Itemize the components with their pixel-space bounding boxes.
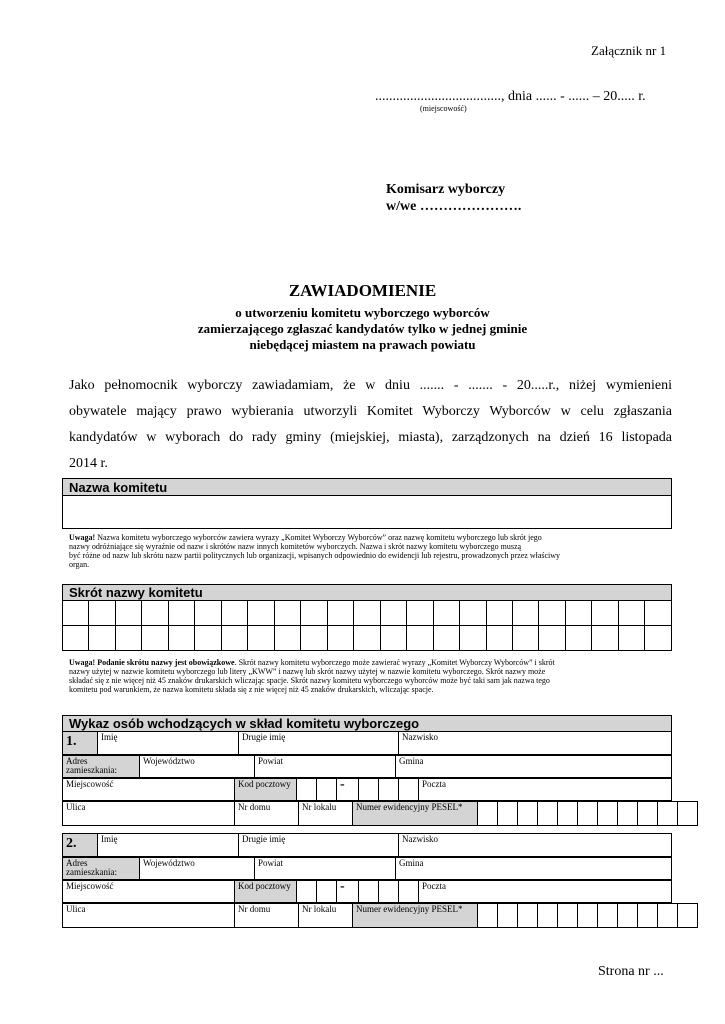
intro-line1: Jako pełnomocnik wyborczy zawiadamiam, że w dniu ....... - ....... - 20.....r., niżej wymienieni (69, 378, 672, 393)
abbr-cell[interactable] (63, 601, 89, 626)
committee-abbr-header-label: Skrót nazwy komitetu (69, 585, 203, 600)
pesel-digit[interactable] (638, 802, 658, 826)
subtitle-line1: o utworzeniu komitetu wyborczego wyborców (235, 305, 490, 320)
pesel-digit[interactable] (578, 802, 598, 826)
commune-label: Gmina (399, 858, 424, 868)
postal-digit[interactable] (359, 881, 379, 903)
street-field[interactable] (63, 802, 235, 826)
pesel-digit[interactable] (478, 904, 498, 928)
second-name-label: Drugie imię (242, 732, 286, 742)
abbr-cell[interactable] (195, 601, 221, 626)
voivodeship-label: Województwo (143, 858, 195, 868)
note-bold: Uwaga! (69, 533, 96, 542)
abbr-cell[interactable] (486, 626, 512, 651)
abbr-cell[interactable] (168, 626, 194, 651)
note-bold: Uwaga! Podanie skrótu nazwy jest obowiązkowe (69, 658, 235, 667)
subtitle-line3: niebędącej miastem na prawach powiatu (249, 337, 476, 352)
abbr-cell[interactable] (592, 626, 618, 651)
member-2-street-row (62, 903, 698, 928)
note-line1: . Skrót nazwy komitetu wyborczego może zawierać wyrazy „Komitet Wyborczy Wyborców” i skrót (234, 658, 555, 667)
document-title: ZAWIADOMIENIE (288, 281, 437, 300)
abbr-cell[interactable] (142, 626, 168, 651)
abbr-cell[interactable] (327, 626, 353, 651)
first-name-label: Imię (101, 732, 118, 742)
abbr-cell[interactable] (380, 626, 406, 651)
committee-name-header-label: Nazwa komitetu (69, 480, 168, 495)
abbr-cell[interactable] (274, 626, 300, 651)
flat-no-label: Nr lokalu (302, 904, 337, 914)
attachment-label: Załącznik nr 1 (591, 43, 667, 58)
county-field[interactable] (255, 756, 396, 778)
street-label: Ulica (66, 802, 86, 812)
abbr-cell[interactable] (63, 626, 89, 651)
pesel-digit[interactable] (658, 802, 678, 826)
abbr-cell[interactable] (248, 601, 274, 626)
note-line2: nazwy użytej w nazwie komitetu wyborczego lub litery „KWW” i nazwę lub skrót nazwy użytej w nazwie komitetu wyborczego. Skrót nazwy może (69, 667, 546, 676)
abbr-cell[interactable] (248, 626, 274, 651)
postal-dash: - (337, 881, 359, 903)
first-name-label: Imię (101, 834, 118, 844)
abbr-cell[interactable] (407, 601, 433, 626)
postal-digit[interactable] (379, 881, 399, 903)
postal-code-label-cell: Kod pocztowy (235, 779, 297, 801)
surname-label: Nazwisko (402, 834, 438, 844)
abbr-cell[interactable] (433, 601, 459, 626)
locality-field[interactable] (63, 779, 235, 801)
postal-digit[interactable] (317, 779, 337, 801)
intro-paragraph (69, 373, 672, 477)
subtitle-line2: zamierzającego zgłaszać kandydatów tylko w jednej gminie (197, 321, 528, 336)
abbr-cell[interactable] (354, 601, 380, 626)
abbr-cell[interactable] (618, 601, 644, 626)
intro-line3: kandydatów w wyborach do rady gminy (miejskiej, miasta), zarządzonych na dzień 16 listopada (69, 430, 672, 445)
intro-line2: obywatele mający prawo wybierania utworzyli Komitet Wyborczy Wyborców w celu zgłaszania (69, 404, 672, 419)
abbr-cell[interactable] (592, 601, 618, 626)
address-label-cell: Adres zamieszkania: (63, 756, 140, 778)
abbr-cell[interactable] (645, 601, 672, 626)
house-no-label: Nr domu (238, 904, 271, 914)
surname-field[interactable] (399, 732, 672, 755)
postal-digit[interactable] (297, 881, 317, 903)
postal-digit[interactable] (297, 779, 317, 801)
pesel-digit[interactable] (518, 904, 538, 928)
member-2-name-row (62, 833, 672, 857)
voivodeship-label: Województwo (143, 756, 195, 766)
committee-abbr-header (62, 584, 672, 601)
surname-label: Nazwisko (402, 732, 438, 742)
pesel-digit[interactable] (518, 802, 538, 826)
note-line3: być różne od nazw lub skrótu nazw partii politycznych lub organizacji, wpisanych odpowiednio do ewidencji lub rejestru, prowadzonych przez właściwy (69, 551, 561, 560)
voivodeship-field[interactable] (140, 756, 255, 778)
member-number: 1. (63, 732, 98, 755)
note-line3: składać się z nie więcej niż 45 znaków drukarskich wliczając spacje. Skrót nazwy komitetu wyborczego wyborców może być taki sam jak nazwa tego (69, 676, 550, 685)
abbr-cell[interactable] (380, 601, 406, 626)
pesel-digit[interactable] (578, 904, 598, 928)
abbr-cell[interactable] (354, 626, 380, 651)
pesel-digit[interactable] (658, 904, 678, 928)
note-line2: nazwy odróżniające się wyraźnie od nazw i skrótów nazw innych komitetów wyborczych. Nazwa i skrót nazwy komitetu wyborczego muszą (69, 542, 522, 551)
abbr-cell[interactable] (486, 601, 512, 626)
place-caption: (miejscowość) (420, 104, 467, 113)
commune-field[interactable] (396, 756, 672, 778)
pesel-digit[interactable] (498, 904, 518, 928)
member-2-locality-row (62, 880, 672, 903)
abbr-cell[interactable] (512, 626, 538, 651)
abbr-cell[interactable] (512, 601, 538, 626)
locality-field[interactable] (63, 881, 235, 903)
abbr-cell[interactable] (433, 626, 459, 651)
addressee-line2: w/we …………………. (386, 199, 522, 214)
abbr-cell[interactable] (618, 626, 644, 651)
member-1-locality-row (62, 778, 672, 801)
committee-name-field[interactable] (62, 495, 672, 529)
abbr-cell[interactable] (142, 601, 168, 626)
house-no-field[interactable] (235, 904, 299, 928)
members-header (62, 715, 672, 732)
abbr-cell[interactable] (115, 626, 141, 651)
pesel-digit[interactable] (558, 802, 578, 826)
member-2-address-row (62, 857, 672, 880)
abbr-cell[interactable] (274, 601, 300, 626)
pesel-digit[interactable] (478, 802, 498, 826)
locality-label: Miejscowość (66, 881, 114, 891)
pesel-digit[interactable] (618, 904, 638, 928)
abbr-cell[interactable] (195, 626, 221, 651)
intro-line4: 2014 r. (69, 456, 108, 471)
pesel-digit[interactable] (638, 904, 658, 928)
pesel-digit[interactable] (678, 904, 698, 928)
addressee (386, 181, 521, 215)
post-field[interactable] (419, 779, 672, 801)
second-name-field[interactable] (239, 732, 399, 755)
page-number: Strona nr ... (598, 964, 664, 979)
committee-abbr-note (69, 658, 672, 694)
postal-digit[interactable] (317, 881, 337, 903)
second-name-field[interactable] (239, 834, 399, 857)
post-label: Poczta (422, 779, 446, 789)
voivodeship-field[interactable] (140, 858, 255, 880)
committee-name-header (62, 478, 672, 496)
first-name-field[interactable] (98, 834, 239, 857)
place-date-line: ...................................., dnia ...... - ...... – 20..... r. (375, 89, 646, 104)
commune-label: Gmina (399, 756, 424, 766)
abbr-cell[interactable] (460, 601, 486, 626)
abbr-cell[interactable] (221, 601, 247, 626)
postal-digit[interactable] (379, 779, 399, 801)
postal-digit[interactable] (359, 779, 379, 801)
addressee-line1: Komisarz wyborczy (386, 182, 506, 197)
locality-label: Miejscowość (66, 779, 114, 789)
abbr-cell[interactable] (221, 626, 247, 651)
street-label: Ulica (66, 904, 86, 914)
abbr-cell[interactable] (301, 601, 327, 626)
abbr-cell[interactable] (565, 626, 591, 651)
house-no-label: Nr domu (238, 802, 271, 812)
pesel-digit[interactable] (598, 904, 618, 928)
abbr-cell[interactable] (89, 601, 115, 626)
postal-digit[interactable] (399, 881, 419, 903)
member-1-street-row (62, 801, 698, 826)
postal-code-label-cell: Kod pocztowy (235, 881, 297, 903)
street-field[interactable] (63, 904, 235, 928)
member-1-name-row (62, 731, 672, 755)
member-1-address-row (62, 755, 672, 778)
pesel-digit[interactable] (678, 802, 698, 826)
address-label-cell: Adres zamieszkania: (63, 858, 140, 880)
document-subtitle (0, 305, 725, 353)
note-line4: organ. (69, 560, 90, 569)
house-no-field[interactable] (235, 802, 299, 826)
abbr-cell[interactable] (327, 601, 353, 626)
abbr-cell[interactable] (460, 626, 486, 651)
abbr-cell[interactable] (115, 601, 141, 626)
commune-field[interactable] (396, 858, 672, 880)
committee-abbr-grid (62, 600, 672, 651)
pesel-label-cell: Numer ewidencyjny PESEL* (353, 802, 478, 826)
note-line4: komitetu pod warunkiem, że nazwa komitetu składa się z nie więcej niż 45 znaków drukarskich, wliczając spacje. (69, 685, 434, 694)
abbr-cell[interactable] (89, 626, 115, 651)
abbr-cell[interactable] (565, 601, 591, 626)
flat-no-field[interactable] (299, 904, 353, 928)
post-field[interactable] (419, 881, 672, 903)
postal-dash: - (337, 779, 359, 801)
pesel-digit[interactable] (598, 802, 618, 826)
county-label: Powiat (258, 858, 284, 868)
pesel-digit[interactable] (538, 802, 558, 826)
members-header-label: Wykaz osób wchodzących w skład komitetu wyborczego (69, 716, 420, 731)
postal-digit[interactable] (399, 779, 419, 801)
second-name-label: Drugie imię (242, 834, 286, 844)
pesel-digit[interactable] (558, 904, 578, 928)
abbr-cell[interactable] (168, 601, 194, 626)
pesel-digit[interactable] (618, 802, 638, 826)
abbr-cell[interactable] (539, 626, 565, 651)
note-line1: Nazwa komitetu wyborczego wyborców zawiera wyrazy „Komitet Wyborczy Wyborców” oraz nazwę komitetu wyborczego lub skrót jego (95, 533, 542, 542)
first-name-field[interactable] (98, 732, 239, 755)
abbr-cell[interactable] (645, 626, 672, 651)
member-number: 2. (63, 834, 98, 857)
committee-name-note (69, 533, 672, 569)
county-label: Powiat (258, 756, 284, 766)
abbr-cell[interactable] (301, 626, 327, 651)
flat-no-label: Nr lokalu (302, 802, 337, 812)
flat-no-field[interactable] (299, 802, 353, 826)
county-field[interactable] (255, 858, 396, 880)
pesel-digit[interactable] (538, 904, 558, 928)
surname-field[interactable] (399, 834, 672, 857)
pesel-label-cell: Numer ewidencyjny PESEL* (353, 904, 478, 928)
post-label: Poczta (422, 881, 446, 891)
abbr-cell[interactable] (407, 626, 433, 651)
pesel-digit[interactable] (498, 802, 518, 826)
abbr-cell[interactable] (539, 601, 565, 626)
